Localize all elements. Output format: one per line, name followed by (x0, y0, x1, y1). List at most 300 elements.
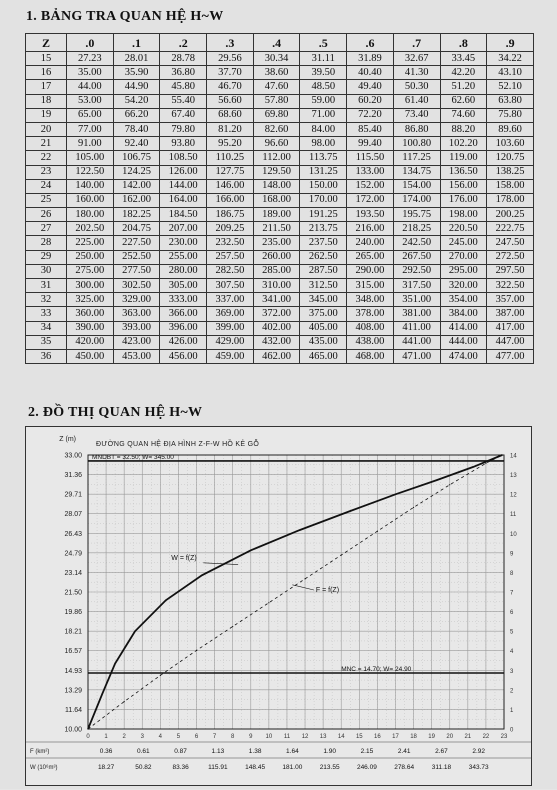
x-tick-label: 19 (428, 734, 435, 740)
w-cell: 78.40 (113, 122, 160, 136)
w-cell: 65.00 (67, 108, 114, 122)
w-cell: 282.50 (207, 264, 254, 278)
w-cell: 408.00 (347, 321, 394, 335)
w-cell: 305.00 (160, 279, 207, 293)
w-cell: 63.80 (487, 94, 534, 108)
w-cell: 242.50 (393, 236, 440, 250)
w-cell: 366.00 (160, 307, 207, 321)
w-cell: 341.00 (253, 293, 300, 307)
w-cell: 156.00 (440, 179, 487, 193)
w-cell: 387.00 (487, 307, 534, 321)
w-cell: 390.00 (67, 321, 114, 335)
z-cell: 36 (26, 349, 67, 363)
y-tick-label: 31.36 (64, 472, 82, 480)
y-tick-label: 19.86 (64, 609, 82, 617)
w-cell: 216.00 (347, 222, 394, 236)
w-cell: 357.00 (487, 293, 534, 307)
w-cell: 290.00 (347, 264, 394, 278)
w-cell: 49.40 (347, 80, 394, 94)
data-point (165, 600, 166, 601)
bottom-row-value: 0.87 (174, 748, 187, 755)
x-tick-label: 9 (249, 734, 253, 740)
y-tick-label: 23.14 (64, 569, 82, 577)
right-tick-label: 14 (510, 453, 517, 460)
z-cell: 22 (26, 151, 67, 165)
x-tick-label: 22 (482, 734, 490, 740)
w-cell: 235.00 (253, 236, 300, 250)
x-tick-label: 0 (86, 734, 90, 740)
w-cell: 247.50 (487, 236, 534, 250)
w-cell: 142.00 (113, 179, 160, 193)
x-tick-label: 23 (500, 734, 508, 740)
w-cell: 96.60 (253, 137, 300, 151)
w-cell: 420.00 (67, 335, 114, 349)
x-tick-label: 11 (283, 734, 291, 740)
w-cell: 110.25 (207, 151, 254, 165)
w-cell: 191.25 (300, 208, 347, 222)
data-point (304, 578, 305, 579)
w-cell: 88.20 (440, 122, 487, 136)
w-cell: 30.34 (253, 52, 300, 66)
bottom-row-value: 83.36 (172, 764, 189, 771)
right-tick-label: 1 (510, 707, 514, 714)
w-cell: 360.00 (67, 307, 114, 321)
z-cell: 31 (26, 279, 67, 293)
x-tick-label: 13 (319, 734, 327, 740)
w-cell: 174.00 (393, 193, 440, 207)
chart-frame (25, 426, 532, 786)
w-cell: 81.20 (207, 122, 254, 136)
w-cell: 99.40 (347, 137, 394, 151)
w-cell: 93.80 (160, 137, 207, 151)
w-cell: 44.90 (113, 80, 160, 94)
data-point (485, 463, 486, 464)
y-tick-label: 18.21 (64, 628, 82, 636)
table-row (26, 94, 534, 108)
w-cell: 75.80 (487, 108, 534, 122)
w-cell: 414.00 (440, 321, 487, 335)
w-cell: 46.70 (207, 80, 254, 94)
table-row (26, 80, 534, 94)
w-cell: 36.80 (160, 66, 207, 80)
w-cell: 152.00 (347, 179, 394, 193)
w-cell: 193.50 (347, 208, 394, 222)
bottom-row-value: 278.64 (394, 764, 415, 771)
x-tick-label: 5 (176, 734, 181, 740)
w-cell: 209.25 (207, 222, 254, 236)
table-row (26, 179, 534, 193)
data-point (87, 728, 88, 729)
right-tick-label: 11 (510, 512, 517, 519)
z-cell: 27 (26, 222, 67, 236)
w-cell: 134.75 (393, 165, 440, 179)
w-cell: 122.50 (67, 165, 114, 179)
w-cell: 384.00 (440, 307, 487, 321)
w-cell: 170.00 (300, 193, 347, 207)
w-cell: 68.60 (207, 108, 254, 122)
w-cell: 57.80 (253, 94, 300, 108)
w-cell: 140.00 (67, 179, 114, 193)
w-cell: 211.50 (253, 222, 300, 236)
table-row (26, 279, 534, 293)
w-cell: 297.50 (487, 264, 534, 278)
w-cell: 250.00 (67, 250, 114, 264)
y-tick-label: 10.00 (64, 726, 82, 734)
right-tick-label: 6 (510, 610, 514, 617)
w-cell: 252.50 (113, 250, 160, 264)
w-cell: 462.00 (253, 349, 300, 363)
w-cell: 399.00 (207, 321, 254, 335)
w-cell: 186.75 (207, 208, 254, 222)
data-point (413, 507, 414, 508)
w-cell: 405.00 (300, 321, 347, 335)
bottom-row-value: 1.90 (323, 748, 336, 755)
section1-title: 1. BẢNG TRA QUAN HỆ H~W (26, 9, 224, 24)
right-tick-label: 5 (510, 629, 514, 636)
w-cell: 423.00 (113, 335, 160, 349)
z-cell: 34 (26, 321, 67, 335)
w-cell: 396.00 (160, 321, 207, 335)
w-cell: 354.00 (440, 293, 487, 307)
w-cell: 182.25 (113, 208, 160, 222)
w-cell: 287.50 (300, 264, 347, 278)
y-tick-label: 11.64 (65, 706, 82, 714)
w-cell: 213.75 (300, 222, 347, 236)
w-cell: 207.00 (160, 222, 207, 236)
w-cell: 285.00 (253, 264, 300, 278)
w-cell: 45.80 (160, 80, 207, 94)
bottom-row-value: 343.73 (468, 764, 489, 771)
data-point (160, 675, 161, 676)
table-row (26, 293, 534, 307)
w-cell: 51.20 (440, 80, 487, 94)
z-cell: 20 (26, 122, 67, 136)
right-tick-label: 12 (510, 492, 517, 499)
w-cell: 55.40 (160, 94, 207, 108)
y-tick-label: 29.71 (64, 491, 82, 499)
right-tick-label: 9 (510, 551, 514, 558)
data-point (377, 531, 378, 532)
x-tick-label: 14 (337, 734, 345, 740)
data-point (196, 650, 197, 651)
w-cell: 240.00 (347, 236, 394, 250)
right-tick-label: 13 (510, 473, 517, 480)
w-cell: 345.00 (300, 293, 347, 307)
w-cell: 474.00 (440, 349, 487, 363)
w-cell: 375.00 (300, 307, 347, 321)
w-cell: 62.60 (440, 94, 487, 108)
w-cell: 180.00 (67, 208, 114, 222)
y-tick-label: 28.07 (64, 511, 82, 519)
w-cell: 270.00 (440, 250, 487, 264)
table-row (26, 137, 534, 151)
reference-line-label: MNDBT = 32.50; W= 345.00 (92, 453, 174, 461)
w-cell: 312.50 (300, 279, 347, 293)
bottom-row-value: 181.00 (282, 764, 303, 771)
column-header: .1 (113, 34, 160, 52)
w-cell: 112.00 (253, 151, 300, 165)
w-cell: 89.60 (487, 122, 534, 136)
w-cell: 120.75 (487, 151, 534, 165)
w-cell: 432.00 (253, 335, 300, 349)
w-cell: 363.00 (113, 307, 160, 321)
table-row (26, 108, 534, 122)
w-cell: 53.00 (67, 94, 114, 108)
w-cell: 41.30 (393, 66, 440, 80)
data-point (201, 575, 202, 576)
w-cell: 160.00 (67, 193, 114, 207)
w-cell: 255.00 (160, 250, 207, 264)
x-tick-label: 20 (446, 734, 454, 740)
w-cell: 227.50 (113, 236, 160, 250)
w-cell: 204.75 (113, 222, 160, 236)
w-cell: 43.10 (487, 66, 534, 80)
w-cell: 265.00 (347, 250, 394, 264)
w-cell: 272.50 (487, 250, 534, 264)
w-cell: 166.00 (207, 193, 254, 207)
w-cell: 232.50 (207, 236, 254, 250)
w-cell: 47.60 (253, 80, 300, 94)
bottom-row-value: 1.38 (248, 748, 262, 755)
data-point (102, 693, 103, 694)
table-header-row (26, 34, 534, 52)
w-cell: 302.50 (113, 279, 160, 293)
w-cell: 82.60 (253, 122, 300, 136)
w-cell: 117.25 (393, 151, 440, 165)
bottom-row-value: 2.41 (397, 748, 411, 755)
w-cell: 59.00 (300, 94, 347, 108)
w-cell: 222.75 (487, 222, 534, 236)
w-cell: 126.00 (160, 165, 207, 179)
z-cell: 16 (26, 66, 67, 80)
x-tick-label: 2 (122, 734, 126, 740)
data-point (115, 663, 116, 664)
w-cell: 86.80 (393, 122, 440, 136)
w-cell: 262.50 (300, 250, 347, 264)
z-cell: 32 (26, 293, 67, 307)
right-tick-label: 10 (510, 531, 517, 538)
chart-svg (26, 427, 531, 785)
w-cell: 280.00 (160, 264, 207, 278)
bottom-row-value: 246.09 (356, 764, 377, 771)
x-tick-label: 12 (301, 734, 309, 740)
y-tick-label: 21.50 (64, 589, 82, 597)
w-cell: 146.00 (207, 179, 254, 193)
w-cell: 441.00 (393, 335, 440, 349)
w-cell: 84.00 (300, 122, 347, 136)
bottom-row-value: 0.36 (99, 748, 113, 755)
w-cell: 315.00 (347, 279, 394, 293)
w-cell: 275.00 (67, 264, 114, 278)
w-cell: 337.00 (207, 293, 254, 307)
table-body (26, 52, 534, 364)
w-cell: 115.50 (347, 151, 394, 165)
lookup-table (25, 33, 534, 364)
w-cell: 102.20 (440, 137, 487, 151)
x-tick-label: 4 (158, 734, 163, 740)
w-cell: 28.01 (113, 52, 160, 66)
w-cell: 267.50 (393, 250, 440, 264)
w-cell: 92.40 (113, 137, 160, 151)
w-cell: 71.00 (300, 108, 347, 122)
w-cell: 85.40 (347, 122, 394, 136)
w-cell: 444.00 (440, 335, 487, 349)
w-cell: 127.75 (207, 165, 254, 179)
w-cell: 438.00 (347, 335, 394, 349)
column-header: .4 (253, 34, 300, 52)
right-tick-label: 7 (510, 590, 514, 597)
w-cell: 172.00 (347, 193, 394, 207)
data-point (250, 550, 251, 551)
data-point (449, 484, 450, 485)
data-point (268, 602, 269, 603)
w-cell: 91.00 (67, 137, 114, 151)
w-cell: 184.50 (160, 208, 207, 222)
bottom-row-value: 148.45 (245, 764, 266, 771)
z-cell: 35 (26, 335, 67, 349)
w-cell: 33.45 (440, 52, 487, 66)
w-cell: 230.00 (160, 236, 207, 250)
y-tick-label: 13.29 (64, 687, 82, 695)
w-cell: 150.00 (300, 179, 347, 193)
w-cell: 108.50 (160, 151, 207, 165)
data-point (436, 479, 437, 480)
w-cell: 225.00 (67, 236, 114, 250)
table-row (26, 52, 534, 66)
w-cell: 189.00 (253, 208, 300, 222)
z-cell: 26 (26, 208, 67, 222)
bottom-row-value: 0.61 (137, 748, 150, 755)
z-cell: 28 (26, 236, 67, 250)
bottom-row-value: 1.13 (211, 748, 225, 755)
right-tick-label: 3 (510, 668, 514, 675)
w-cell: 31.11 (300, 52, 347, 66)
w-cell: 42.20 (440, 66, 487, 80)
bottom-row-value: 115.91 (208, 764, 228, 771)
z-cell: 15 (26, 52, 67, 66)
z-cell: 30 (26, 264, 67, 278)
z-cell: 33 (26, 307, 67, 321)
w-cell: 50.30 (393, 80, 440, 94)
w-cell: 477.00 (487, 349, 534, 363)
table-row (26, 321, 534, 335)
w-cell: 459.00 (207, 349, 254, 363)
x-tick-label: 16 (374, 734, 381, 740)
w-cell: 372.00 (253, 307, 300, 321)
w-cell: 136.50 (440, 165, 487, 179)
y-tick-label: 16.57 (64, 648, 82, 656)
w-cell: 453.00 (113, 349, 160, 363)
reference-line-label: MNC = 14.70; W= 24.90 (341, 666, 412, 674)
y-tick-label: 26.43 (64, 530, 82, 538)
w-cell: 237.50 (300, 236, 347, 250)
w-cell: 381.00 (393, 307, 440, 321)
x-tick-label: 17 (392, 734, 399, 740)
w-cell: 260.00 (253, 250, 300, 264)
w-cell: 66.20 (113, 108, 160, 122)
w-cell: 54.20 (113, 94, 160, 108)
w-cell: 369.00 (207, 307, 254, 321)
w-cell: 378.00 (347, 307, 394, 321)
w-cell: 348.00 (347, 293, 394, 307)
table-row (26, 208, 534, 222)
w-cell: 48.50 (300, 80, 347, 94)
table-row (26, 236, 534, 250)
w-cell: 417.00 (487, 321, 534, 335)
w-cell: 176.00 (440, 193, 487, 207)
table-row (26, 307, 534, 321)
z-cell: 17 (26, 80, 67, 94)
right-tick-label: 2 (510, 688, 514, 695)
w-cell: 178.00 (487, 193, 534, 207)
w-cell: 35.00 (67, 66, 114, 80)
bottom-row-value: 50.82 (135, 764, 152, 771)
w-cell: 44.00 (67, 80, 114, 94)
w-cell: 245.00 (440, 236, 487, 250)
w-cell: 450.00 (67, 349, 114, 363)
w-cell: 351.00 (393, 293, 440, 307)
w-cell: 72.20 (347, 108, 394, 122)
w-cell: 292.50 (393, 264, 440, 278)
table-row (26, 66, 534, 80)
section2-title: 2. ĐỒ THỊ QUAN HỆ H~W (28, 405, 203, 420)
w-cell: 426.00 (160, 335, 207, 349)
x-tick-label: 3 (140, 734, 144, 740)
w-cell: 40.40 (347, 66, 394, 80)
w-cell: 95.20 (207, 137, 254, 151)
w-cell: 429.00 (207, 335, 254, 349)
w-cell: 257.50 (207, 250, 254, 264)
x-tick-label: 10 (265, 734, 273, 740)
w-cell: 202.50 (67, 222, 114, 236)
y-tick-label: 33.00 (64, 452, 82, 460)
data-point (350, 510, 351, 511)
w-cell: 119.00 (440, 151, 487, 165)
w-cell: 320.00 (440, 279, 487, 293)
bottom-row-label: W (10⁶m³) (30, 765, 58, 771)
table-row (26, 193, 534, 207)
right-tick-label: 0 (510, 727, 514, 734)
w-cell: 162.00 (113, 193, 160, 207)
z-cell: 25 (26, 193, 67, 207)
bottom-row-value: 2.15 (360, 748, 374, 755)
column-header: .9 (487, 34, 534, 52)
x-tick-label: 8 (231, 734, 235, 740)
w-cell: 295.00 (440, 264, 487, 278)
w-cell: 218.25 (393, 222, 440, 236)
w-cell: 154.00 (393, 179, 440, 193)
w-cell: 56.60 (207, 94, 254, 108)
w-cell: 200.25 (487, 208, 534, 222)
table-row (26, 335, 534, 349)
bottom-row-value: 1.64 (286, 748, 299, 755)
w-cell: 61.40 (393, 94, 440, 108)
table-row (26, 264, 534, 278)
z-cell: 18 (26, 94, 67, 108)
w-cell: 106.75 (113, 151, 160, 165)
column-header: .5 (300, 34, 347, 52)
w-cell: 131.25 (300, 165, 347, 179)
w-cell: 133.00 (347, 165, 394, 179)
w-cell: 39.50 (300, 66, 347, 80)
right-tick-label: 8 (510, 570, 514, 577)
bottom-row-value: 2.92 (472, 748, 486, 755)
w-cell: 52.10 (487, 80, 534, 94)
w-cell: 402.00 (253, 321, 300, 335)
w-cell: 34.22 (487, 52, 534, 66)
data-point (341, 554, 342, 555)
w-cell: 31.89 (347, 52, 394, 66)
